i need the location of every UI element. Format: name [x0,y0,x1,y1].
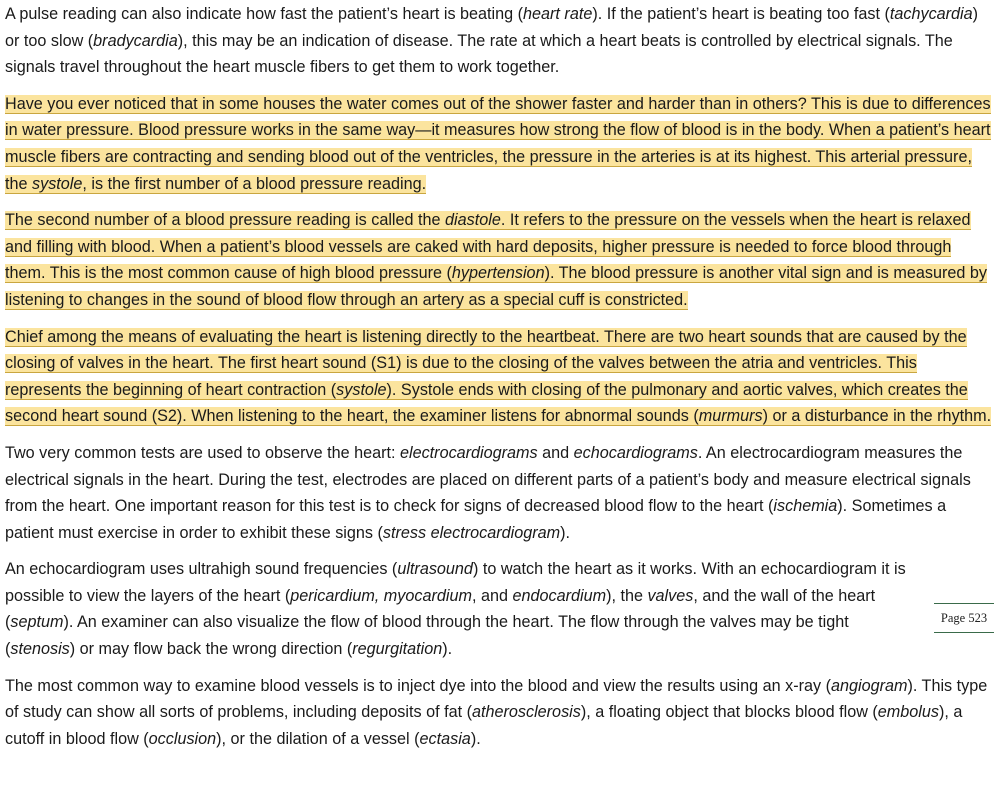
term-pericardium-myocardium: pericardium, myocardium [290,586,472,605]
text-run: ), this may be an indication of disease. The rate at which a heart beats is controlled by electrical signals. The signals travel throughout the heart muscle fibers to get them to work together. [5,31,953,77]
term-bradycardia: bradycardia [93,31,178,50]
page-number-marker: Page 523 [934,603,994,633]
term-echocardiograms: echocardiograms [573,443,698,462]
highlighted-passage[interactable] [5,95,991,194]
paragraph-blood-pressure-systole[interactable] [0,91,1000,197]
text-run: Two very common tests are used to observe the heart: [5,443,400,462]
highlighted-passage[interactable] [5,328,991,427]
term-electrocardiograms: electrocardiograms [399,443,538,462]
term-systole: systole [336,380,387,399]
text-run: An echocardiogram uses ultrahigh sound frequencies ( [5,560,398,579]
text-run: A pulse reading can also indicate how fast the patient’s heart is beating ( [5,5,524,23]
term-septum: septum [10,613,64,632]
text-run: Chief among the means of evaluating the heart is listening directly to the heartbeat. There are two heart sounds that are caused by the closing of valves in the heart. The first heart sound (S1) is due to the closing of the valves between the atria and ventricles. This represents the beginning of heart contraction ( [5,327,967,399]
paragraph-diastole[interactable] [0,207,1000,313]
term-endocardium: endocardium [512,586,607,605]
term-embolus: embolus [877,703,939,722]
term-diastole: diastole [445,211,501,230]
term-angiogram: angiogram [830,676,908,695]
term-regurgitation: regurgitation [352,640,443,659]
paragraph-heart-sounds[interactable] [0,324,1000,430]
text-run: Have you ever noticed that in some houses the water comes out of the shower faster and harder than in others? This is due to differences in water pressure. Blood pressure works in the same way—it measures how strong the flow of blood is in the body. When a patient’s heart muscle fibers are contracting and sending blood out of the ventricles, the pressure in the arteries is at its highest. This arterial pressure, the [5,94,991,193]
text-run: ), or the dilation of a vessel ( [216,729,420,748]
text-run: ). If the patient’s heart is beating too fast ( [592,5,890,23]
term-systole: systole [32,174,83,193]
term-heart-rate: heart rate [523,5,593,23]
paragraph-heart-rate [0,0,1000,81]
text-run: ) to watch the heart as it works. With an echocardiogram it is possible to view the layers of the heart ( [5,560,906,605]
term-valves: valves [647,586,694,605]
term-ischemia: ischemia [773,497,838,516]
term-atherosclerosis: atherosclerosis [471,703,581,722]
paragraph-echocardiogram [0,556,1000,662]
text-run: The most common way to examine blood vessels is to inject dye into the blood and view the results using an x-ray ( [5,676,831,695]
text-run: ). Sometimes a patient must exercise in order to exhibit these signs ( [5,497,947,542]
term-stress-electrocardiogram: stress electrocardiogram [382,523,561,542]
text-run: ). [442,640,453,659]
text-run: and [537,443,574,462]
text-run: ), a cutoff in blood flow ( [5,703,963,748]
term-murmurs: murmurs [698,407,763,426]
text-run: ). Systole ends with closing of the pulmonary and aortic valves, which creates the second heart sound (S2). When listening to the heart, the examiner listens for abnormal sounds ( [5,380,968,426]
text-run: ), the [606,586,648,605]
text-run: . It refers to the pressure on the vessels when the heart is relaxed and filling with blood. When a patient’s blood vessels are caked with hard deposits, higher pressure is needed to force blood through them. This is the most common cause of high blood pressure ( [5,211,971,283]
text-run: , and [471,586,513,605]
text-run: ) or too slow ( [5,5,979,50]
text-run: ) or may flow back the wrong direction ( [69,640,353,659]
term-tachycardia: tachycardia [889,5,973,23]
text-run: ). The blood pressure is another vital sign and is measured by listening to changes in the sound of blood flow through an artery as a special cuff is constricted. [5,264,987,309]
paragraph-angiogram [0,673,1000,753]
text-run: , and the wall of the heart ( [5,586,876,632]
term-stenosis: stenosis [10,640,70,659]
text-run: . An electrocardiogram measures the electrical signals in the heart. During the test, electrodes are placed on different parts of a patient’s body and measure electrical signals from the heart. One important reason for this test is to check for signs of decreased blood flow to the heart ( [5,443,971,516]
text-run: ). An examiner can also visualize the flow of blood through the heart. The flow through the valves may be tight ( [5,613,849,659]
text-run: ). [560,523,571,542]
text-run: ), a floating object that blocks blood flow ( [580,703,878,722]
text-run: ) or a disturbance in the rhythm. [762,407,992,426]
paragraph-electrocardiogram [0,440,1000,546]
term-hypertension: hypertension [451,264,545,283]
text-run: ). This type of study can show all sorts of problems, including deposits of fat ( [5,676,988,722]
highlighted-passage[interactable] [5,211,987,310]
term-ultrasound: ultrasound [397,560,473,579]
term-ectasia: ectasia [419,729,471,748]
text-run: ). [470,729,481,748]
term-occlusion: occlusion [148,729,217,748]
text-run: The second number of a blood pressure reading is called the [5,211,446,230]
text-run: , is the first number of a blood pressure reading. [82,174,427,193]
